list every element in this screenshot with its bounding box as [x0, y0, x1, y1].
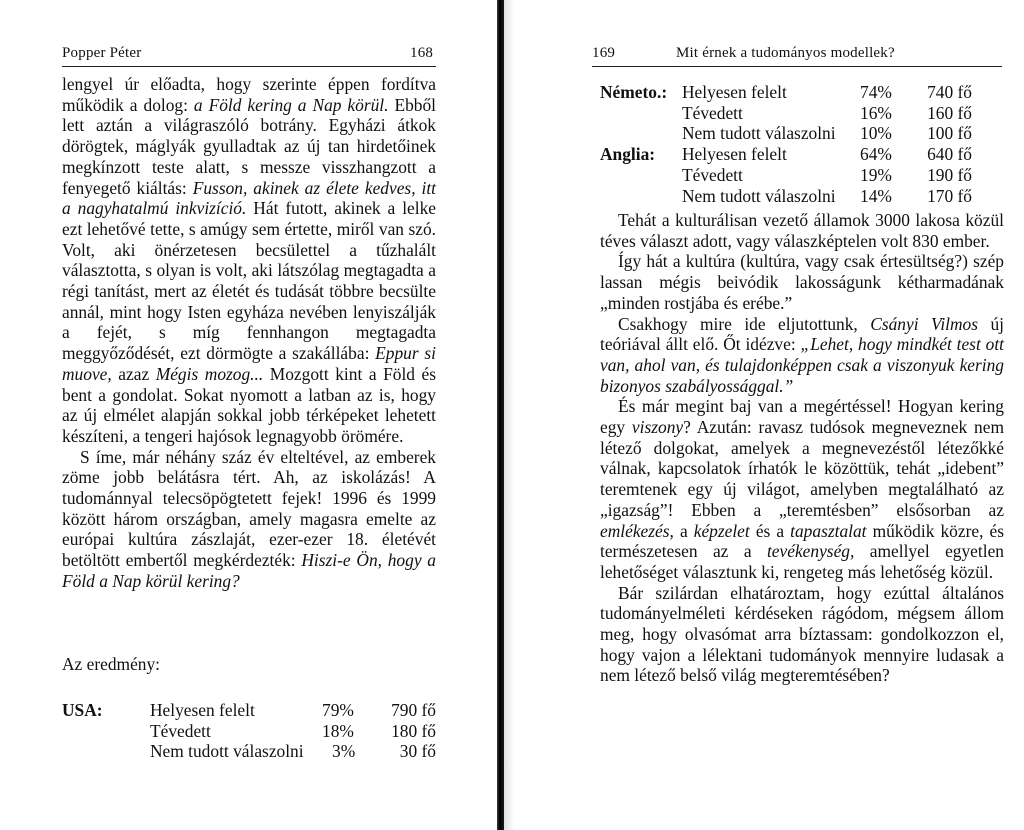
england-row-correct [600, 144, 972, 165]
text-run: Így hát a kultúra (kultúra, vagy csak értesültség?) szép lassan mégis beivódik lakosságunk kétharmadának „minden rostjába és erébe.” [600, 251, 1004, 313]
text-run: a [673, 520, 694, 541]
text-run: lengyel úr előadta, hogy szerinte éppen fordítva működik a dolog: [62, 74, 436, 115]
row-percent: 18% [322, 720, 354, 741]
running-head-title: Mit érnek a tudományos modellek? [676, 45, 895, 61]
italic-text: tevékenység, [766, 541, 855, 562]
usa-row-unknown [62, 741, 436, 762]
right-body-text [600, 210, 1004, 686]
italic-text: tapasztalat [790, 520, 867, 541]
england-row-wrong [600, 165, 972, 186]
row-percent: 19% [860, 164, 892, 185]
row-percent: 10% [860, 123, 892, 144]
usa-row-correct [62, 700, 436, 721]
row-label: Tévedett [150, 720, 211, 741]
text-run: És már megint baj van a megértéssel! Hogyan kering egy [600, 396, 1004, 438]
text-run: és a [749, 520, 791, 541]
paragraph [600, 210, 1004, 251]
paragraph [600, 314, 1004, 397]
book-spine [497, 0, 504, 830]
paragraph [600, 396, 1004, 582]
italic-text: Csányi Vilmos [870, 313, 979, 334]
row-count: 190 fő [927, 164, 972, 185]
text-run: Tehát a kulturálisan vezető államok 3000 lakosa közül téves választ adott, vagy válaszképtelen volt 830 ember. [600, 210, 1004, 251]
country-usa: USA: [62, 700, 103, 720]
paragraph [600, 583, 1004, 687]
row-percent: 64% [860, 144, 892, 165]
row-label: Helyesen felelt [150, 700, 255, 720]
country-results [600, 82, 972, 206]
row-label: Nem tudott válaszolni [682, 185, 836, 206]
paragraph [62, 74, 436, 447]
text-run: működik közre, és természetesen az a [600, 520, 1004, 562]
row-label: Helyesen felelt [682, 144, 787, 165]
right-page [504, 0, 1024, 830]
germany-row-wrong [600, 103, 972, 124]
italic-text: viszony [631, 417, 684, 438]
left-body-text [62, 74, 436, 592]
text-run: Mozgott kint a Föld és bent a gondolat. Sokat nyomott a latban az is, hogy az új elmélet alapján sokkal jobb térképeket lehetett készíteni, a tengeri hajósok legnagyobb örömére. [62, 363, 436, 446]
text-run: azaz [111, 363, 156, 384]
row-label: Tévedett [682, 102, 743, 123]
text-run: S íme, már néhány száz év elteltével, az emberek zöme jobb belátásra tért. Ah, az iskolázás! A tudománnyal telecsöpögtetett fejek! 1996 és 1999 között három országban, amely magasra emelte az európai kultúra zászlaját, ezer-ezer 18. életévét betöltött embertől megkérdezték: [62, 446, 436, 571]
header-rule-right [592, 66, 1002, 67]
left-page [0, 0, 497, 830]
row-count: 790 fő [391, 700, 436, 720]
text-run: Hát futott, akinek a lelke ezt lehetővé tette, s amúgy sem értette, miről van szó. Volt, aki önérzetesen becsülettel a tűzhalált választotta, s olyan is volt, aki látszólag megtagadta a régi tanítást, mert az életét és tudását többre becsülte annál, mint hogy Isten egyháza nevében lenyiszálják a fejét, s míg fennhangon megtagadta meggyőződését, ezt dörmögte a szakállába: [62, 198, 436, 364]
row-label: Tévedett [682, 164, 743, 185]
text-run: Ebből lett aztán a világraszóló botrány. Egyházi átkok dörögtek, máglyák gyulladtak az új tan hirdetőinek megkínzott teste alatt, s messze visszhangzott a fenyegető kiáltás: [62, 94, 437, 198]
row-count: 640 fő [927, 144, 972, 165]
row-count: 740 fő [927, 82, 972, 102]
text-run: Csakhogy mire ide eljutottunk, [618, 313, 871, 334]
italic-text: Hiszi-e Ön, hogy a Föld a Nap körül kering? [62, 550, 436, 591]
italic-text: Fusson, akinek az élete kedves, itt a nagyhatalmú inkvizíció. [62, 177, 436, 219]
row-label: Nem tudott válaszolni [682, 123, 836, 144]
england-row-unknown [600, 186, 972, 207]
germany-row-correct [600, 82, 972, 103]
page-number-right: 169 [592, 45, 616, 61]
italic-text: emlékezés, [600, 520, 674, 541]
row-count: 170 fő [927, 185, 972, 206]
row-count: 160 fő [927, 102, 972, 123]
header-rule-left [62, 66, 436, 67]
text-run: Bár szilárdan elhatároztam, hogy ezúttal általános tudományelméleti kérdéseken rágódom, mégsem állom meg, hogy olvasómat arra bíztassam: gondolkozzon el, hogy vajon a lélektani tudományok mennyire ludasak a nem létező belső világ megteremtésében? [600, 582, 1004, 686]
row-label: Helyesen felelt [682, 82, 787, 102]
italic-text: Mégis mozog... [155, 363, 264, 384]
row-label: Nem tudott válaszolni [150, 741, 304, 762]
row-percent: 3% [332, 741, 356, 762]
italic-text: képzelet [693, 520, 750, 541]
italic-text: a Föld kering a Nap körül. [193, 94, 389, 115]
country-england: Anglia: [600, 144, 656, 165]
paragraph [62, 447, 436, 592]
paragraph [600, 251, 1004, 313]
row-percent: 14% [860, 185, 892, 206]
text-run: amellyel egyetlen lehetőséget választunk ki, rengeteg más lehetőség közül. [600, 541, 1004, 582]
italic-text: „Lehet, hogy mindkét test ott van, ahol van, és tulajdonképpen csak a viszonyuk kering bizonyos szabályossággal.” [600, 334, 1004, 396]
row-percent: 74% [860, 82, 892, 102]
text-run: új teóriával állt elő. Őt idézve: [600, 313, 1004, 355]
country-germany: Németo.: [600, 82, 668, 102]
running-head-author: Popper Péter [62, 45, 142, 61]
germany-row-unknown [600, 123, 972, 144]
page-number-left: 168 [410, 45, 434, 61]
row-count: 100 fő [927, 123, 972, 144]
country-results-table [600, 82, 972, 206]
text-run: ? Azután: ravasz tudósok megneveznek nem létező dolgokat, amelyek a megnevezéstől létezőkké válnak, kapcsolatok írhatók le közöttük, tehát „idebent” teremtenek egy új világot, amelyben megtalálható az „igazság”! Ebben a „teremtésben” elsősorban az [600, 417, 1004, 520]
row-percent: 79% [322, 700, 354, 720]
usa-row-wrong [62, 721, 436, 742]
usa-results [62, 700, 436, 762]
row-percent: 16% [860, 102, 892, 123]
row-count: 30 fő [399, 741, 436, 762]
result-label: Az eredmény: [62, 654, 161, 674]
row-count: 180 fő [391, 720, 436, 741]
usa-results-table [62, 700, 436, 762]
italic-text: Eppur si muove, [62, 343, 436, 384]
